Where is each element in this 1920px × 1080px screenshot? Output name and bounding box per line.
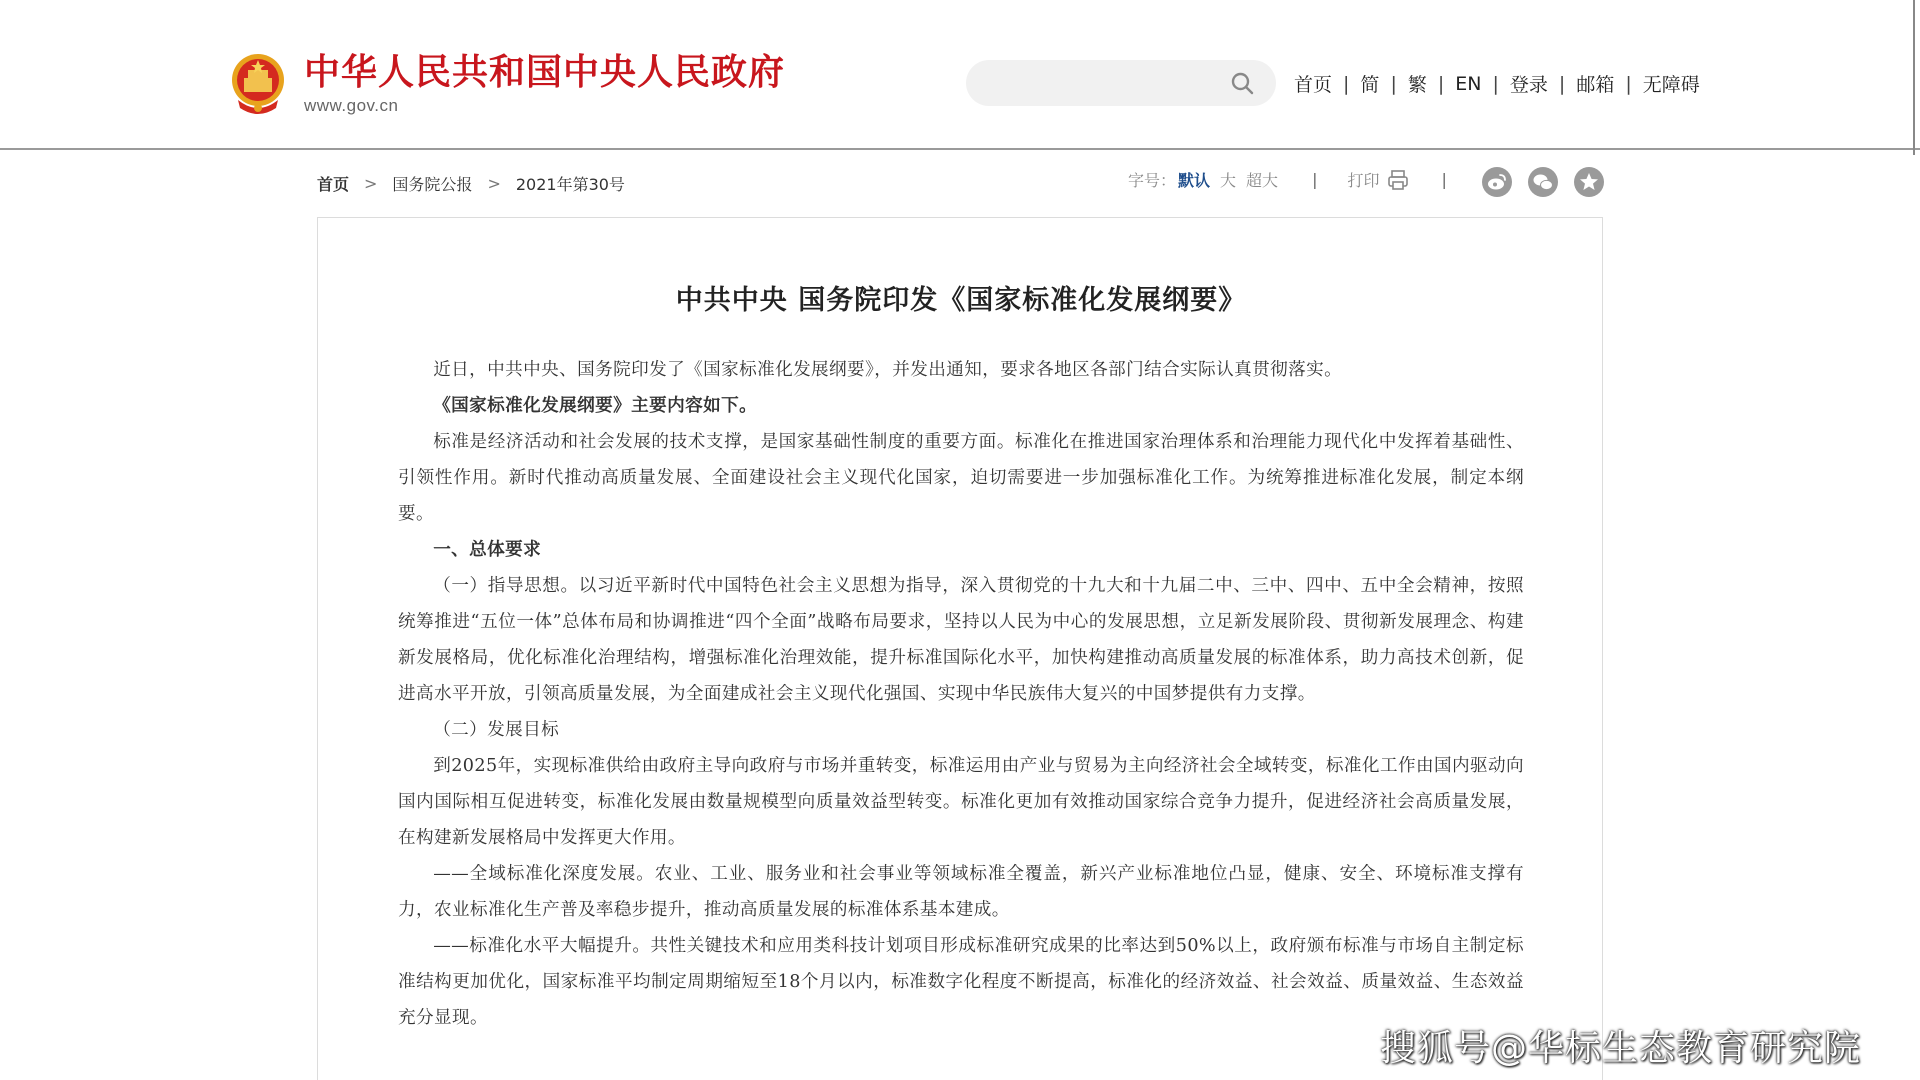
nav-accessibility-link[interactable]: 无障碍 [1642,74,1700,96]
article-paragraph: 近日，中共中央、国务院印发了《国家标准化发展纲要》，并发出通知，要求各地区各部门结合实际认真贯彻落实。 [433,360,1343,380]
weibo-icon[interactable] [1482,167,1512,197]
nav-login-link[interactable]: 登录 [1509,74,1548,96]
search-input[interactable] [986,68,1206,98]
search-icon[interactable] [1230,71,1254,95]
nav-separator: | [1437,72,1445,95]
site-title: 中华人民共和国中央人民政府 [304,51,786,93]
nav-mail-link[interactable]: 邮箱 [1576,74,1615,96]
nav-separator: | [1492,72,1499,95]
article-paragraph: 到2025年，实现标准供给由政府主导向政府与市场并重转变，标准运用由产业与贸易为主向经济社会全域转变，标准化工作由国内驱动向国内国际相互促进转变，标准化发展由数量规模型向质量效益型转变。标准化更加有效推动国家综合竞争力提升，促进经济社会高质量发展，在构建新发展格局中发挥更大作用。 [398,756,1524,848]
site-logo[interactable] [226,50,785,118]
article-paragraph: ——标准化水平大幅提升。共性关键技术和应用类科技计划项目形成标准研究成果的比率达到50%以上，政府颁布标准与市场自主制定标准结构更加优化，国家标准平均制定周期缩短至18个月以内，标准数字化程度不断提高，标准化的经济效益、社会效益、质量效益、生态效益充分显现。 [398,936,1524,1028]
article-paragraph: ——全域标准化深度发展。农业、工业、服务业和社会事业等领域标准全覆盖，新兴产业标准地位凸显，健康、安全、环境标准支撑有力，农业标准化生产普及率稳步提升，推动高质量发展的标准体系基本建成。 [398,864,1524,920]
site-url: www.gov.cn [304,96,399,115]
chevron-right-icon: > [364,174,378,193]
nav-separator: | [1558,72,1566,95]
font-size-label: 字号： [1128,171,1177,190]
national-emblem-icon [226,50,290,118]
article-panel [317,217,1603,1080]
font-size-large[interactable]: 大 [1220,171,1237,190]
article-tools [1128,168,1447,191]
breadcrumb-home[interactable]: 首页 [317,175,350,194]
top-navigation [1294,70,1700,97]
print-label[interactable]: 打印 [1347,171,1380,190]
breadcrumb-gazette[interactable]: 国务院公报 [392,175,473,194]
nav-home-link[interactable]: 首页 [1294,74,1333,96]
font-size-default[interactable]: 默认 [1178,171,1211,190]
article-paragraph: 《国家标准化发展纲要》主要内容如下。 [433,395,758,416]
article-body [398,352,1524,1036]
tool-divider: | [1312,170,1318,189]
font-size-extra-large[interactable]: 超大 [1246,171,1279,190]
article-paragraph: （一）指导思想。以习近平新时代中国特色社会主义思想为指导，深入贯彻党的十九大和十九届二中、三中、四中、五中全会精神，按照统筹推进“五位一体”总体布局和协调推进“四个全面”战略布局要求，坚持以人民为中心的发展思想，立足新发展阶段、贯彻新发展理念、构建新发展格局，优化标准化治理结构，增强标准化治理效能，提升标准国际化水平，加快构建推动高质量发展的标准体系，助力高技术创新，促进高水平开放，引领高质量发展，为全面建成社会主义现代化强国、实现中华民族伟大复兴的中国梦提供有力支撑。 [398,576,1524,704]
window-edge-divider [1913,0,1915,155]
article-paragraph: 标准是经济活动和社会发展的技术支撑，是国家基础性制度的重要方面。标准化在推进国家治理体系和治理能力现代化中发挥着基础性、引领性作用。新时代推动高质量发展、全面建设社会主义现代化国家，迫切需要进一步加强标准化工作。为统筹推进标准化发展，制定本纲要。 [398,432,1524,524]
watermark: 搜狐号@华标生态教育研究院 [1380,1028,1862,1069]
nav-traditional-link[interactable]: 繁 [1407,74,1427,96]
nav-separator: | [1343,72,1350,95]
article-paragraph: （二）发展目标 [433,720,560,740]
nav-english-link[interactable]: EN [1455,72,1482,95]
search-box [966,60,1276,106]
article-title: 中共中央 国务院印发《国家标准化发展纲要》 [675,285,1247,316]
tool-divider: | [1441,170,1447,189]
article-paragraph: 一、总体要求 [433,539,542,560]
breadcrumb-issue[interactable]: 2021年第30号 [515,175,625,194]
breadcrumb [317,172,625,195]
favorite-star-icon[interactable] [1574,167,1604,197]
site-header [0,0,1920,150]
chevron-right-icon: > [487,174,501,193]
nav-separator: | [1625,72,1632,95]
printer-icon[interactable] [1387,169,1409,191]
nav-simplified-link[interactable]: 简 [1360,74,1380,96]
nav-separator: | [1390,72,1397,95]
wechat-icon[interactable] [1528,167,1558,197]
